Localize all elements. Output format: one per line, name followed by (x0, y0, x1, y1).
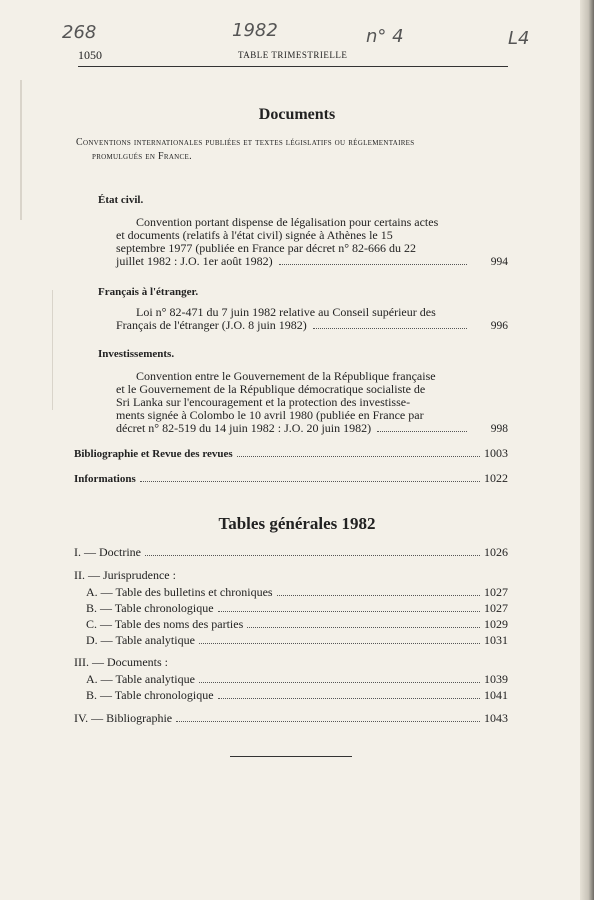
toc-page-number: 1031 (484, 633, 508, 647)
running-header (78, 46, 508, 67)
toc-row: D. — Table analytique 1031 (86, 633, 508, 647)
toc-page-number: 1027 (484, 601, 508, 615)
entry-francais-etranger (116, 306, 469, 332)
toc-page-number: 1043 (484, 711, 508, 725)
entry-page-number: 996 (490, 320, 508, 332)
entry-line: septembre 1977 (publiée en France par décret n° 82-666 du 22 (116, 241, 417, 255)
entry-line: juillet 1982 : J.O. 1er août 1982) (116, 255, 469, 268)
subtitle-line: Conventions internationales publiées et textes législatifs ou réglementaires (76, 137, 415, 148)
entry-line: et le Gouvernement de la République démocratique socialiste de (116, 382, 426, 396)
handwritten-note-number: n° 4 (366, 26, 404, 47)
bleed-through-mark (20, 80, 22, 220)
toc-page-number: 1029 (484, 617, 508, 631)
section-heading-etat-civil: État civil. (98, 194, 144, 206)
entry-page-number: 998 (490, 423, 508, 435)
toc-row-informations: Informations 1022 (74, 471, 508, 485)
toc-page-number: 1041 (484, 688, 508, 702)
entry-line: Sri Lanka sur l'encouragement et la protection des investisse- (116, 395, 411, 409)
toc-row: B. — Table chronologique 1041 (86, 688, 508, 702)
toc-group-jurisprudence: II. — Jurisprudence : (74, 568, 176, 582)
toc-page-number: 1039 (484, 672, 508, 686)
entry-page-number: 994 (490, 256, 508, 268)
entry-line: Convention entre le Gouvernement de la République française (136, 369, 436, 383)
documents-subtitle (76, 136, 506, 164)
toc-page-number: 1027 (484, 585, 508, 599)
bleed-through-mark (52, 290, 53, 410)
toc-row: A. — Table analytique 1039 (86, 672, 508, 686)
entry-line: décret n° 82-519 du 14 juin 1982 : J.O. 20 juin 1982) (116, 422, 469, 435)
toc-page-number: 1022 (484, 471, 508, 485)
running-title: TABLE TRIMESTRIELLE (238, 50, 348, 60)
subtitle-line: promulgués en France. (92, 151, 192, 162)
documents-title: Documents (258, 106, 336, 123)
toc-page-number: 1026 (484, 545, 508, 559)
closing-rule (230, 756, 352, 757)
handwritten-note-code: L4 (508, 28, 530, 49)
entry-line: Loi n° 82-471 du 7 juin 1982 relative au Conseil supérieur des (136, 305, 436, 319)
section-heading-francais-etranger: Français à l'étranger. (98, 286, 199, 298)
entry-line: Français de l'étranger (J.O. 8 juin 1982) (116, 319, 469, 332)
page-edge-shadow (580, 0, 594, 900)
entry-line: et documents (relatifs à l'état civil) signée à Athènes le 15 (116, 228, 393, 242)
handwritten-note-year: 1982 (232, 20, 278, 41)
toc-row: A. — Table des bulletins et chroniques 1027 (86, 585, 508, 599)
entry-etat-civil (116, 216, 469, 268)
tables-title: Tables générales 1982 (218, 514, 376, 533)
toc-row-doctrine: I. — Doctrine 1026 (74, 545, 508, 559)
page-number: 1050 (78, 48, 102, 62)
entry-line: ments signée à Colombo le 10 avril 1980 (publiée en France par (116, 408, 424, 422)
handwritten-note-ref: 268 (62, 22, 97, 43)
entry-investissements (116, 370, 469, 435)
toc-row: B. — Table chronologique 1027 (86, 601, 508, 615)
entry-line: Convention portant dispense de légalisation pour certains actes (136, 215, 439, 229)
toc-row: C. — Table des noms des parties 1029 (86, 617, 508, 631)
toc-page-number: 1003 (484, 446, 508, 460)
toc-row-bibliographie-generale: IV. — Bibliographie 1043 (74, 711, 508, 725)
toc-row-bibliographie: Bibliographie et Revue des revues 1003 (74, 446, 508, 460)
section-heading-investissements: Investissements. (98, 348, 175, 360)
toc-group-documents: III. — Documents : (74, 655, 168, 669)
